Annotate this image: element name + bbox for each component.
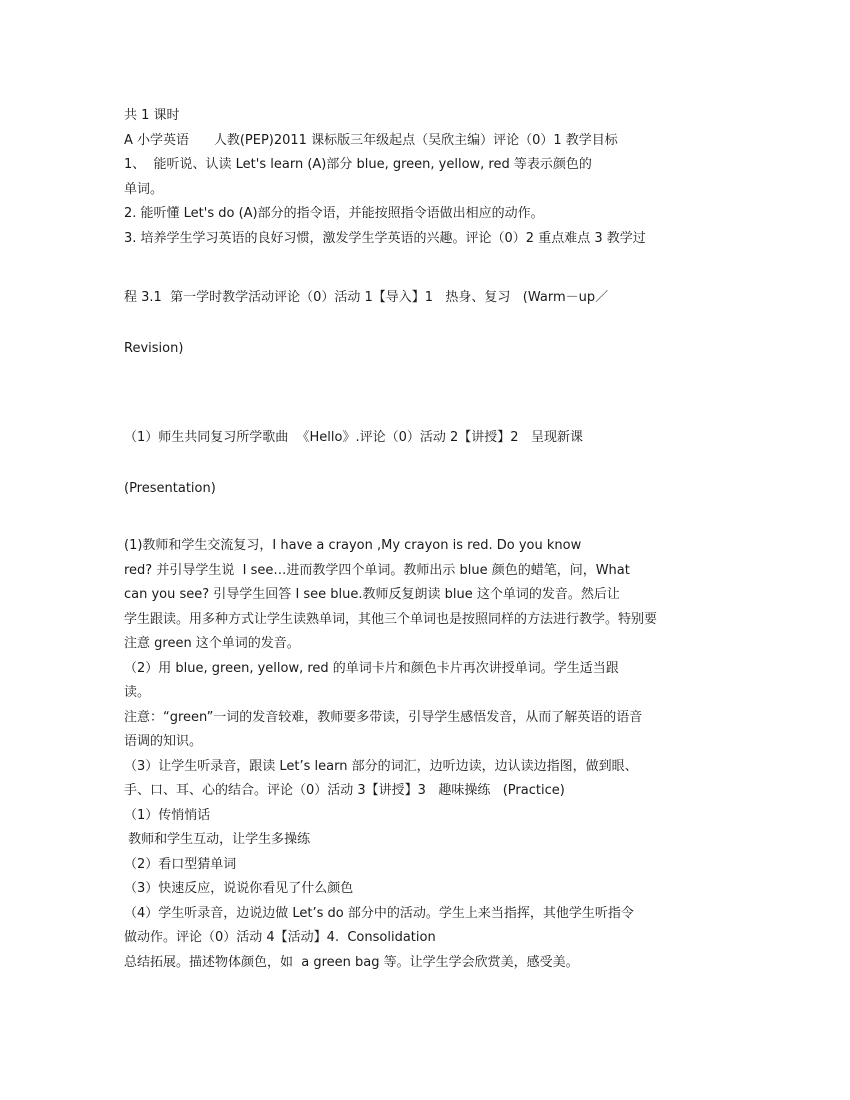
pronunciation-note: 注意：“green”一词的发音较难，教师要多带读，引导学生感悟发音，从而了解英语的语音 — [124, 709, 643, 725]
practice-item-2: （2）看口型猜单词 — [124, 856, 237, 872]
presentation-paragraph-line: can you see? 引导学生回答 I see blue.教师反复朗读 blue 这个单词的发音。然后让 — [124, 587, 620, 602]
activity-2-header — [124, 395, 734, 531]
practice-item-4: （4）学生听录音，边说边做 Let’s do 部分中的活动。学生上来当指挥，其他学生听指令 — [124, 905, 634, 921]
activity-1-header — [124, 255, 734, 391]
activity-2-line: （1）师生共同复习所学歌曲 《Hello》.评论（0）活动 2【讲授】2 呈现新课 — [124, 430, 583, 445]
activity-1-line: 程 3.1 第一学时教学活动评论（0）活动 1【导入】1 热身、复习 (Warm－up／ — [124, 290, 609, 305]
objective-1-cont: 单词。 — [124, 181, 164, 197]
objective-3: 3. 培养学生学习英语的良好习惯，激发学生学英语的兴趣。评论（0）2 重点难点 3 教学过 — [124, 230, 646, 246]
activity-4-header: 做动作。评论（0）活动 4【活动】4. Consolidation — [124, 930, 436, 945]
presentation-paragraph-line: red? 并引导学生说 I see…进而教学四个单词。教师出示 blue 颜色的蜡笔，问，What — [124, 562, 630, 578]
objective-2: 2. 能听懂 Let's do (A)部分的指令语，并能按照指令语做出相应的动作。 — [124, 206, 544, 221]
course-header: A 小学英语 人教(PEP)2011 课标版三年级起点（吴欣主编）评论（0）1 教学目标 — [124, 132, 618, 148]
presentation-paragraph-line: 注意 green 这个单词的发音。 — [124, 636, 300, 651]
word-cards-step: （2）用 blue, green, yellow, red 的单词卡片和颜色卡片再次讲授单词。学生适当跟 — [124, 660, 619, 676]
consolidation-summary: 总结拓展。描述物体颜色，如 a green bag 等。让学生学会欣赏美，感受美。 — [124, 954, 579, 970]
practice-item-1: （1）传悄悄话 — [124, 807, 211, 823]
presentation-paragraph-line: 学生跟读。用多种方式让学生读熟单词，其他三个单词也是按照同样的方法进行教学。特别要 — [124, 611, 658, 627]
activity-1-line-cont: Revision) — [124, 341, 184, 356]
presentation-paragraph-line: (1)教师和学生交流复习，I have a crayon ,My crayon is red. Do you know — [124, 538, 582, 553]
objective-1: 1、 能听说、认读 Let's learn (A)部分 blue, green, yellow, red 等表示颜色的 — [124, 157, 592, 172]
lesson-count: 共 1 课时 — [124, 108, 180, 123]
document-body — [124, 104, 734, 975]
practice-item-3: （3）快速反应，说说你看见了什么颜色 — [124, 881, 354, 896]
listening-step: （3）让学生听录音，跟读 Let’s learn 部分的词汇，边听边读，边认读边指图，做到眼、 — [124, 758, 638, 774]
practice-item-1-detail: 教师和学生互动，让学生多操练 — [124, 832, 311, 847]
word-cards-step-cont: 读。 — [124, 685, 151, 700]
activity-3-header: 手、口、耳、心的结合。评论（0）活动 3【讲授】3 趣味操练 (Practice) — [124, 783, 565, 798]
pronunciation-note-cont: 语调的知识。 — [124, 734, 203, 749]
activity-2-line-cont: (Presentation) — [124, 481, 216, 496]
